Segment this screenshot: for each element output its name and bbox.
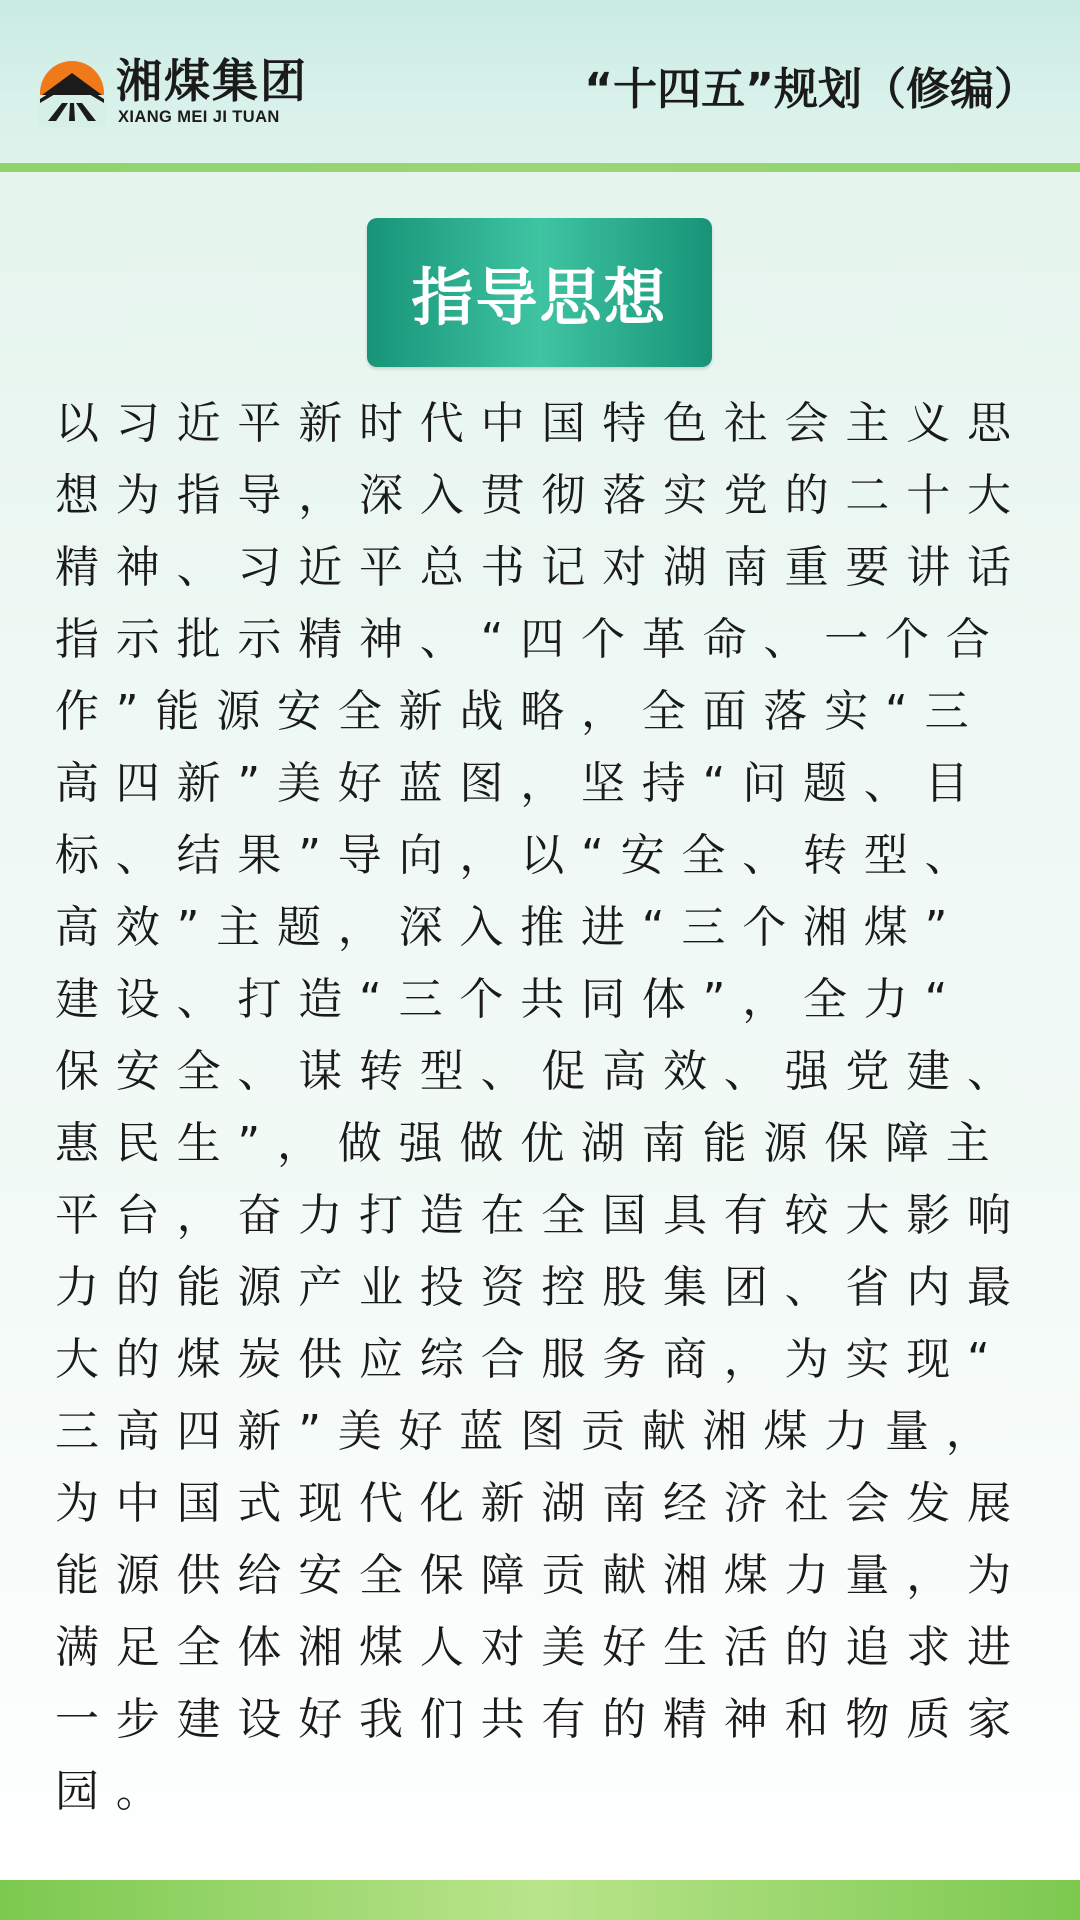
paragraph-line: 三高四新”美好蓝图贡献湘煤力量， (55, 1406, 1007, 1457)
paragraph-line: 标、结果”导向，以“安全、转型、 (55, 830, 986, 881)
section-title: 指导思想 (411, 261, 668, 334)
paragraph-line: 高效”主题，深入推进“三个湘煤” (55, 902, 965, 953)
paragraph-line: 建设、打造“三个共同体”，全力“ (55, 974, 965, 1025)
paragraph-line: 为中国式现代化新湖南经济社会发展 (55, 1478, 1028, 1529)
company-logo (38, 55, 358, 130)
body-paragraph (55, 388, 1031, 1828)
paragraph-line: 惠民生”，做强做优湖南能源保障主 (55, 1118, 1007, 1169)
paragraph-line: 一步建设好我们共有的精神和物质家 (55, 1694, 1028, 1745)
paragraph-line: 以习近平新时代中国特色社会主义思 (55, 398, 1028, 449)
paragraph-line: 力的能源产业投资控股集团、省内最 (55, 1262, 1028, 1313)
paragraph-line: 保安全、谋转型、促高效、强党建、 (55, 1046, 1028, 1097)
company-name-cn: 湘煤集团 (116, 54, 308, 108)
mountain-sun-logo-icon (38, 59, 106, 127)
paragraph-line: 指示批示精神、“四个革命、一个合 (55, 614, 1007, 665)
paragraph-line: 精神、习近平总书记对湖南重要讲话 (55, 542, 1028, 593)
paragraph-line: 满足全体湘煤人对美好生活的追求进 (55, 1622, 1028, 1673)
section-title-badge (367, 218, 712, 367)
document-title: “十四五”规划（修编） (584, 64, 1038, 115)
paragraph-line: 能源供给安全保障贡献湘煤力量，为 (55, 1550, 1028, 1601)
paragraph-line: 想为指导，深入贯彻落实党的二十大 (55, 470, 1028, 521)
company-name-en: XIANG MEI JI TUAN (118, 108, 280, 126)
footer-band (0, 1880, 1080, 1920)
paragraph-line: 作”能源安全新战略，全面落实“三 (55, 686, 986, 737)
paragraph-line: 园。 (55, 1766, 177, 1817)
paragraph-line: 大的煤炭供应综合服务商，为实现“ (55, 1334, 1007, 1385)
paragraph-line: 平台，奋力打造在全国具有较大影响 (55, 1190, 1028, 1241)
paragraph-line: 高四新”美好蓝图，坚持“问题、目 (55, 758, 986, 809)
header-divider (0, 163, 1080, 172)
